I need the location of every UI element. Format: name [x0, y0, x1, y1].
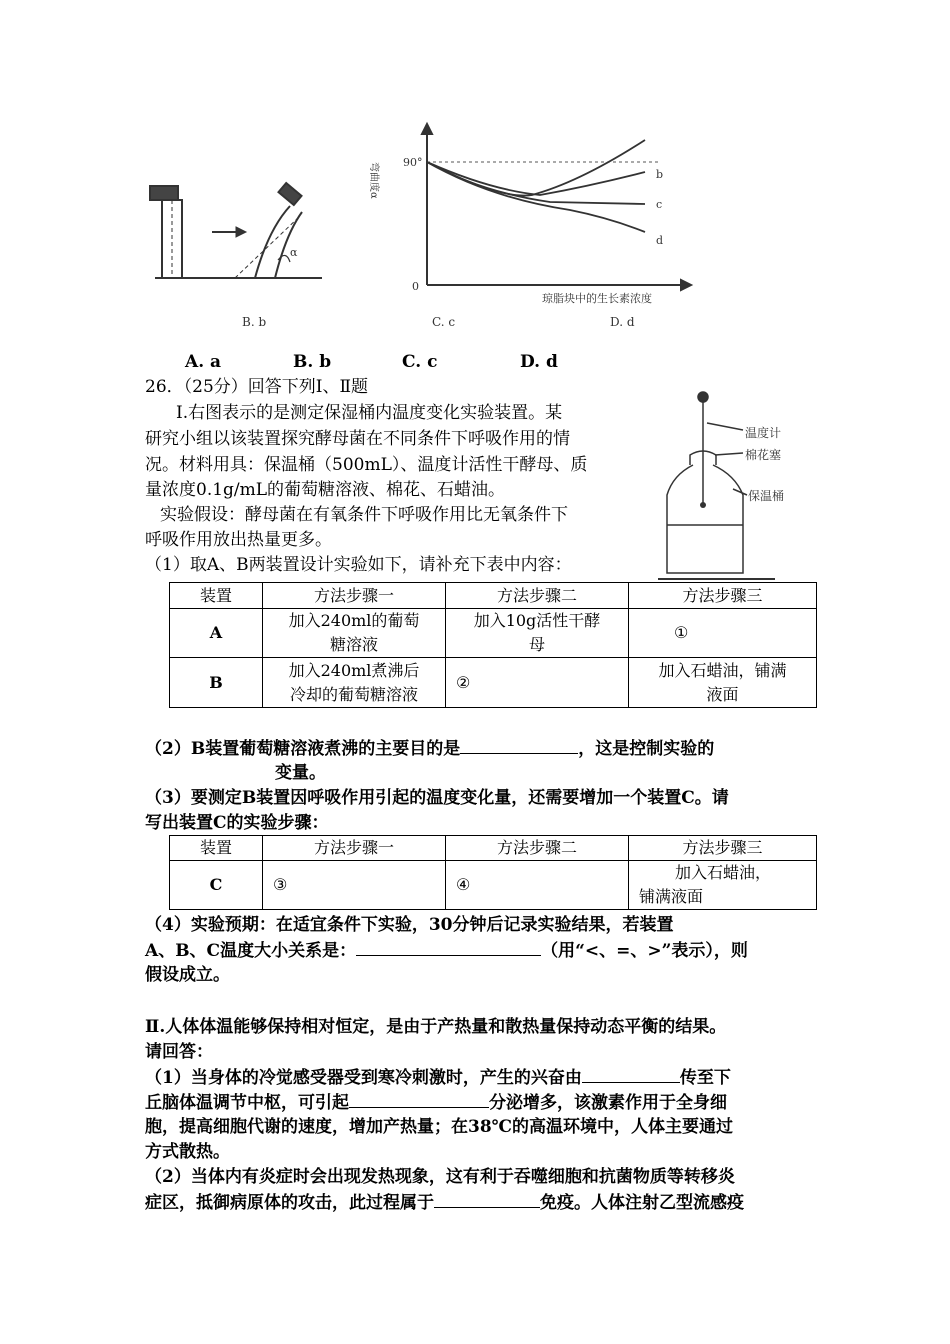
q26-q1: （1）取A、B两装置设计实验如下，请补充下表中内容： — [145, 555, 572, 575]
q26-q4-line1: （4）实验预期：在适宜条件下实验，30分钟后记录实验结果，若装置 — [145, 915, 674, 935]
q26-q3-line1: （3）要测定B装置因呼吸作用引起的温度变化量，还需要增加一个装置C。请 — [145, 788, 729, 808]
table-1-row-b — [170, 658, 817, 708]
table-2 — [169, 835, 817, 910]
q26-p1-line1: Ⅰ.右图表示的是测定保湿桶内温度变化实验装置。某 — [176, 403, 563, 423]
partII-q1-text-d: 分泌增多，该激素作用于全身细 — [489, 1093, 727, 1113]
t1-b-step3-l2: 液面 — [706, 684, 739, 704]
partII-intro-line1: Ⅱ.人体体温能够保持相对恒定，是由于产热量和散热量保持动态平衡的结果。 — [145, 1017, 727, 1037]
t1-h-step3: 方法步骤三 — [629, 583, 817, 609]
q26-q4-line3: 假设成立。 — [145, 965, 230, 985]
apparatus-cotton-label: 棉花塞 — [745, 448, 782, 462]
q26-q4-blank[interactable] — [356, 937, 541, 956]
t1-a-step1-l1: 加入240ml的葡萄 — [288, 611, 420, 630]
partII-q1-line1 — [145, 1064, 731, 1091]
t1-b-label: B — [170, 658, 263, 708]
t2-c-step3-l2: 铺满液面 — [639, 887, 704, 906]
partII-q1-blank-1[interactable] — [582, 1064, 680, 1083]
t2-h-apparatus: 装置 — [170, 836, 263, 861]
figure-label-d: D. d — [610, 315, 635, 329]
t2-h-step1: 方法步骤一 — [263, 836, 446, 861]
q26-hyp-line1: 实验假设：酵母菌在有氧条件下呼吸作用比无氧条件下 — [160, 505, 568, 525]
table-1-row-a — [170, 609, 817, 658]
y-axis-label: 弯曲度α — [368, 162, 379, 199]
t1-h-step2: 方法步骤二 — [446, 583, 629, 609]
t1-b-step2[interactable]: ② — [446, 658, 629, 708]
t1-b-step3-l1: 加入石蜡油，铺满 — [658, 660, 787, 680]
t1-a-step1-l2: 糖溶液 — [329, 635, 378, 654]
partII-q2-text-a: 症区，抵御病原体的攻击，此过程属于 — [145, 1193, 434, 1213]
q26-q2-line2: 变量。 — [275, 763, 326, 783]
table-1 — [169, 582, 817, 708]
t1-a-step2 — [446, 609, 629, 658]
partII-q1-text-a: （1）当身体的冷觉感受器受到寒冷刺激时，产生的兴奋由 — [145, 1068, 582, 1088]
arrow-icon — [212, 227, 246, 237]
partII-q2-line2 — [145, 1189, 744, 1216]
t2-c-step1[interactable]: ③ — [263, 861, 446, 910]
bent-stem-drawing — [235, 183, 322, 278]
table-2-row-c — [170, 861, 817, 910]
curve-c-label: c — [656, 198, 663, 211]
origin-label: 0 — [412, 280, 419, 293]
q26-q4-text-b: （用“<、=、>”表示），则 — [541, 941, 748, 961]
table-2-header-row — [170, 836, 817, 861]
t1-h-step1: 方法步骤一 — [263, 583, 446, 609]
partII-q1-text-b: 传至下 — [679, 1068, 731, 1088]
partII-intro-line2: 请回答： — [145, 1042, 213, 1062]
apparatus-thermometer-label: 温度计 — [745, 426, 782, 440]
t1-a-label: A — [170, 609, 263, 658]
curves — [427, 140, 645, 232]
q26-q2-text-b: ，这是控制实验的 — [578, 739, 715, 759]
t2-h-step3: 方法步骤三 — [629, 836, 817, 861]
x-axis-label: 琼脂块中的生长素浓度 — [542, 292, 652, 305]
t1-a-step2-l2: 母 — [528, 635, 545, 654]
top-figure — [140, 120, 700, 335]
q26-q2-blank[interactable] — [460, 735, 578, 754]
option-a: A. a — [185, 352, 222, 372]
angle-symbol: α — [290, 246, 298, 259]
partII-q2-blank[interactable] — [434, 1189, 540, 1208]
option-b: B. b — [293, 352, 332, 372]
t2-c-step3-l1: 加入石蜡油， — [675, 863, 772, 882]
partII-q1-text-c: 丘脑体温调节中枢，可引起 — [145, 1093, 349, 1113]
curve-d — [427, 162, 645, 232]
t2-h-step2: 方法步骤二 — [446, 836, 629, 861]
q26-hyp-line2: 呼吸作用放出热量更多。 — [145, 530, 332, 550]
curve-c — [427, 162, 645, 204]
curve-d-label: d — [656, 234, 664, 247]
q26-q2-text-a: （2）B装置葡萄糖溶液煮沸的主要目的是 — [145, 739, 461, 759]
t1-b-step1 — [263, 658, 446, 708]
t1-a-step1 — [263, 609, 446, 658]
partII-q2-text-b: 免疫。人体注射乙型流感疫 — [540, 1193, 744, 1213]
q26-q4-line2 — [145, 937, 748, 964]
table-1-header-row — [170, 583, 817, 609]
partII-q1-line3: 胞，提高细胞代谢的速度，增加产热量；在38℃的高温环境中，人体主要通过 — [145, 1117, 734, 1137]
q26-heading: 26．（25分）回答下列Ⅰ、Ⅱ题 — [145, 377, 369, 397]
t2-c-step2[interactable]: ④ — [446, 861, 629, 910]
q26-q2-line1 — [145, 735, 714, 762]
curve-b-label: b — [656, 168, 664, 181]
q26-p1-line4: 量浓度0.1g/mL的葡萄糖溶液、棉花、石蜡油。 — [145, 480, 506, 500]
partII-q1-line2 — [145, 1089, 727, 1116]
option-d: D. d — [520, 352, 558, 372]
t1-b-step1-l2: 冷却的葡萄糖溶液 — [289, 684, 418, 704]
y-tick-90: 90° — [403, 156, 423, 169]
apparatus-figure — [655, 385, 805, 580]
partII-q2-line1: （2）当体内有炎症时会出现发热现象，这有利于吞噬细胞和抗菌物质等转移炎 — [145, 1167, 735, 1187]
figure-label-c: C. c — [432, 315, 456, 329]
q26-p1-line3: 况。材料用具：保温桶（500mL）、温度计活性干酵母、质 — [145, 455, 588, 475]
t1-h-apparatus: 装置 — [170, 583, 263, 609]
figure-label-b: B. b — [242, 315, 267, 329]
q26-q4-text-a: A、B、C温度大小关系是： — [145, 941, 357, 961]
t1-a-step3[interactable]: ① — [629, 609, 817, 658]
t1-b-step3 — [629, 658, 817, 708]
t1-a-step2-l1: 加入10g活性干酵 — [473, 611, 601, 630]
t2-c-step3 — [629, 861, 817, 910]
q26-p1-line2: 研究小组以该装置探究酵母菌在不同条件下呼吸作用的情 — [145, 429, 570, 449]
partII-q1-blank-2[interactable] — [349, 1089, 489, 1108]
partII-q1-line4: 方式散热。 — [145, 1142, 230, 1162]
curve-a — [427, 140, 645, 196]
t1-b-step1-l1: 加入240ml煮沸后 — [288, 660, 420, 680]
q26-q3-line2: 写出装置C的实验步骤： — [145, 813, 329, 833]
t2-c-label: C — [170, 861, 263, 910]
option-c: C. c — [402, 352, 438, 372]
apparatus-bucket-label: 保温桶 — [748, 489, 785, 503]
